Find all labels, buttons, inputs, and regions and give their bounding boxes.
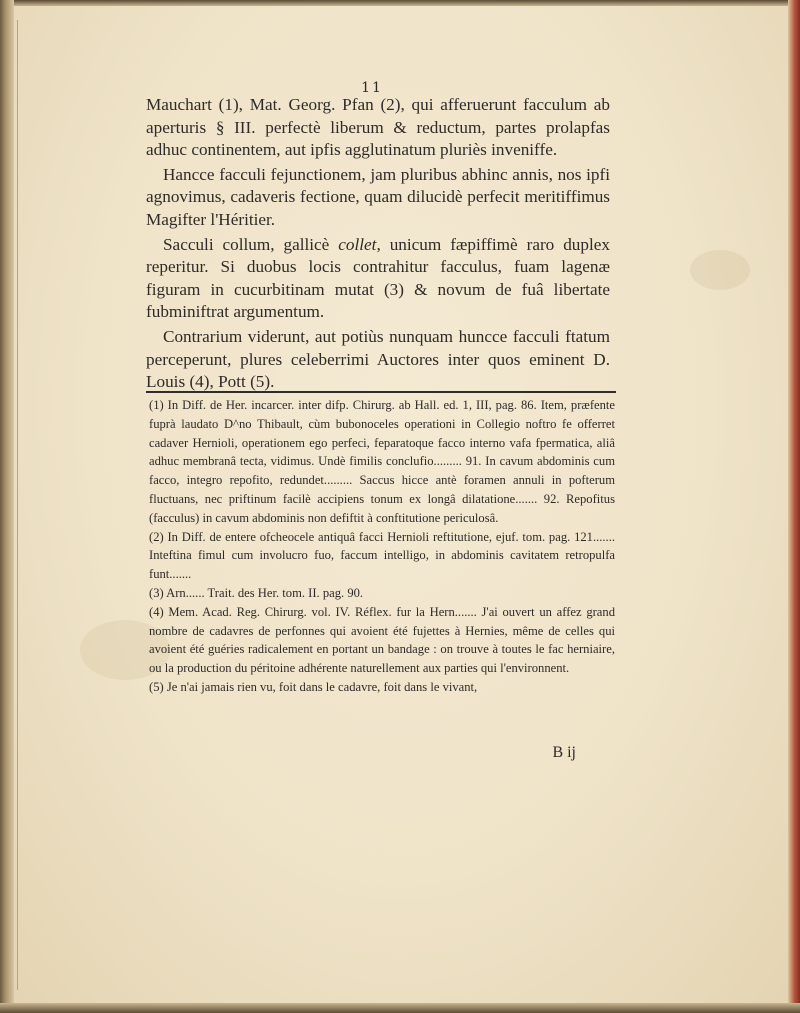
footnotes (149, 396, 615, 697)
page-number: 11 (361, 80, 383, 96)
paragraph: Contrarium viderunt, aut potiùs nunquam huncce facculi ftatum perceperunt, plures celeberrimi Auctores inter quos eminent D. Louis (4), Pott (5). (146, 326, 610, 392)
page-edge-bottom (0, 1003, 800, 1013)
footnote: (3) Arn...... Trait. des Her. tom. II. pag. 90. (149, 585, 364, 600)
foxing-spot (690, 250, 750, 290)
book-gutter (0, 0, 14, 1013)
page-edge-right (788, 0, 800, 1013)
paragraph: Mauchart (1), Mat. Georg. Pfan (2), qui afferuerunt facculum ab aperturis § III. perfectè liberum & reductum, partes prolapfas adhuc continentem, aut ipfis agglutinatum pluriès inveniffe. (146, 95, 610, 160)
signature-mark: B ij (552, 744, 576, 761)
footnote-rule (146, 391, 616, 393)
footnote: (1) In Diff. de Her. incarcer. inter difp. Chirurg. ab Hall. ed. 1, III, pag. 86. Item, præfente fuprà laudato D^no Thibault, cùm bubonoceles operationi in Collegio noftro fe offerret cadaver Hernioli, operationem ego perfeci, feparatoque facco interno vafa fpermatica, aliâ adhuc membranâ tecta, vidimus. Undè fimilis conclufio......... 91. In cavum abdominis cum facco, integro repofito, redundet......... Saccus hicce antè foramen annuli in pofterum fluctuans, nec priftinum facilè accipiens tonum ex longâ dilatatione....... 92. Repofitus (facculus) in cavum abdominis non defiftit à conftitutione periculosâ. (149, 398, 615, 525)
footnote: (5) Je n'ai jamais rien vu, foit dans le cadavre, foit dans le vivant, (149, 679, 478, 694)
gutter-line (17, 20, 18, 990)
footnote: (2) In Diff. de entere ofcheocele antiquâ facci Hernioli reftitutione, ejuf. tom. pag. 121....... Inteftina fimul cum involucro fuo, faccum intelligo, in abdominis cavitatem retropulfa funt....... (149, 529, 615, 582)
body-text (146, 94, 610, 394)
paragraph: Sacculi collum, gallicè collet, unicum fæpiffimè raro duplex reperitur. Si duobus locis contrahitur facculus, fuam lagenæ figuram in cucurbitinam mutat (3) & novum de fuâ libertate fubminiftrat argumentum. (146, 234, 610, 322)
paragraph: Hancce facculi fejunctionem, jam pluribus abhinc annis, nos ipfi agnovimus, cadaveris fectione, quam dilucidè perfecit meritiffimus Magifter l'Héritier. (146, 164, 610, 229)
italic-term: collet (338, 234, 377, 254)
footnote: (4) Mem. Acad. Reg. Chirurg. vol. IV. Réflex. fur la Hern....... J'ai ouvert un affez grand nombre de cadavres de perfonnes qui avoient été fujettes à Hernies, même de celles qui avoient été guéries radicalement en portant un bandage : on trouve à toutes le fac herniaire, ou la production du péritoine adhérente naturellement aux parties qui l'environnent. (149, 604, 615, 676)
page-edge-top (0, 0, 800, 6)
